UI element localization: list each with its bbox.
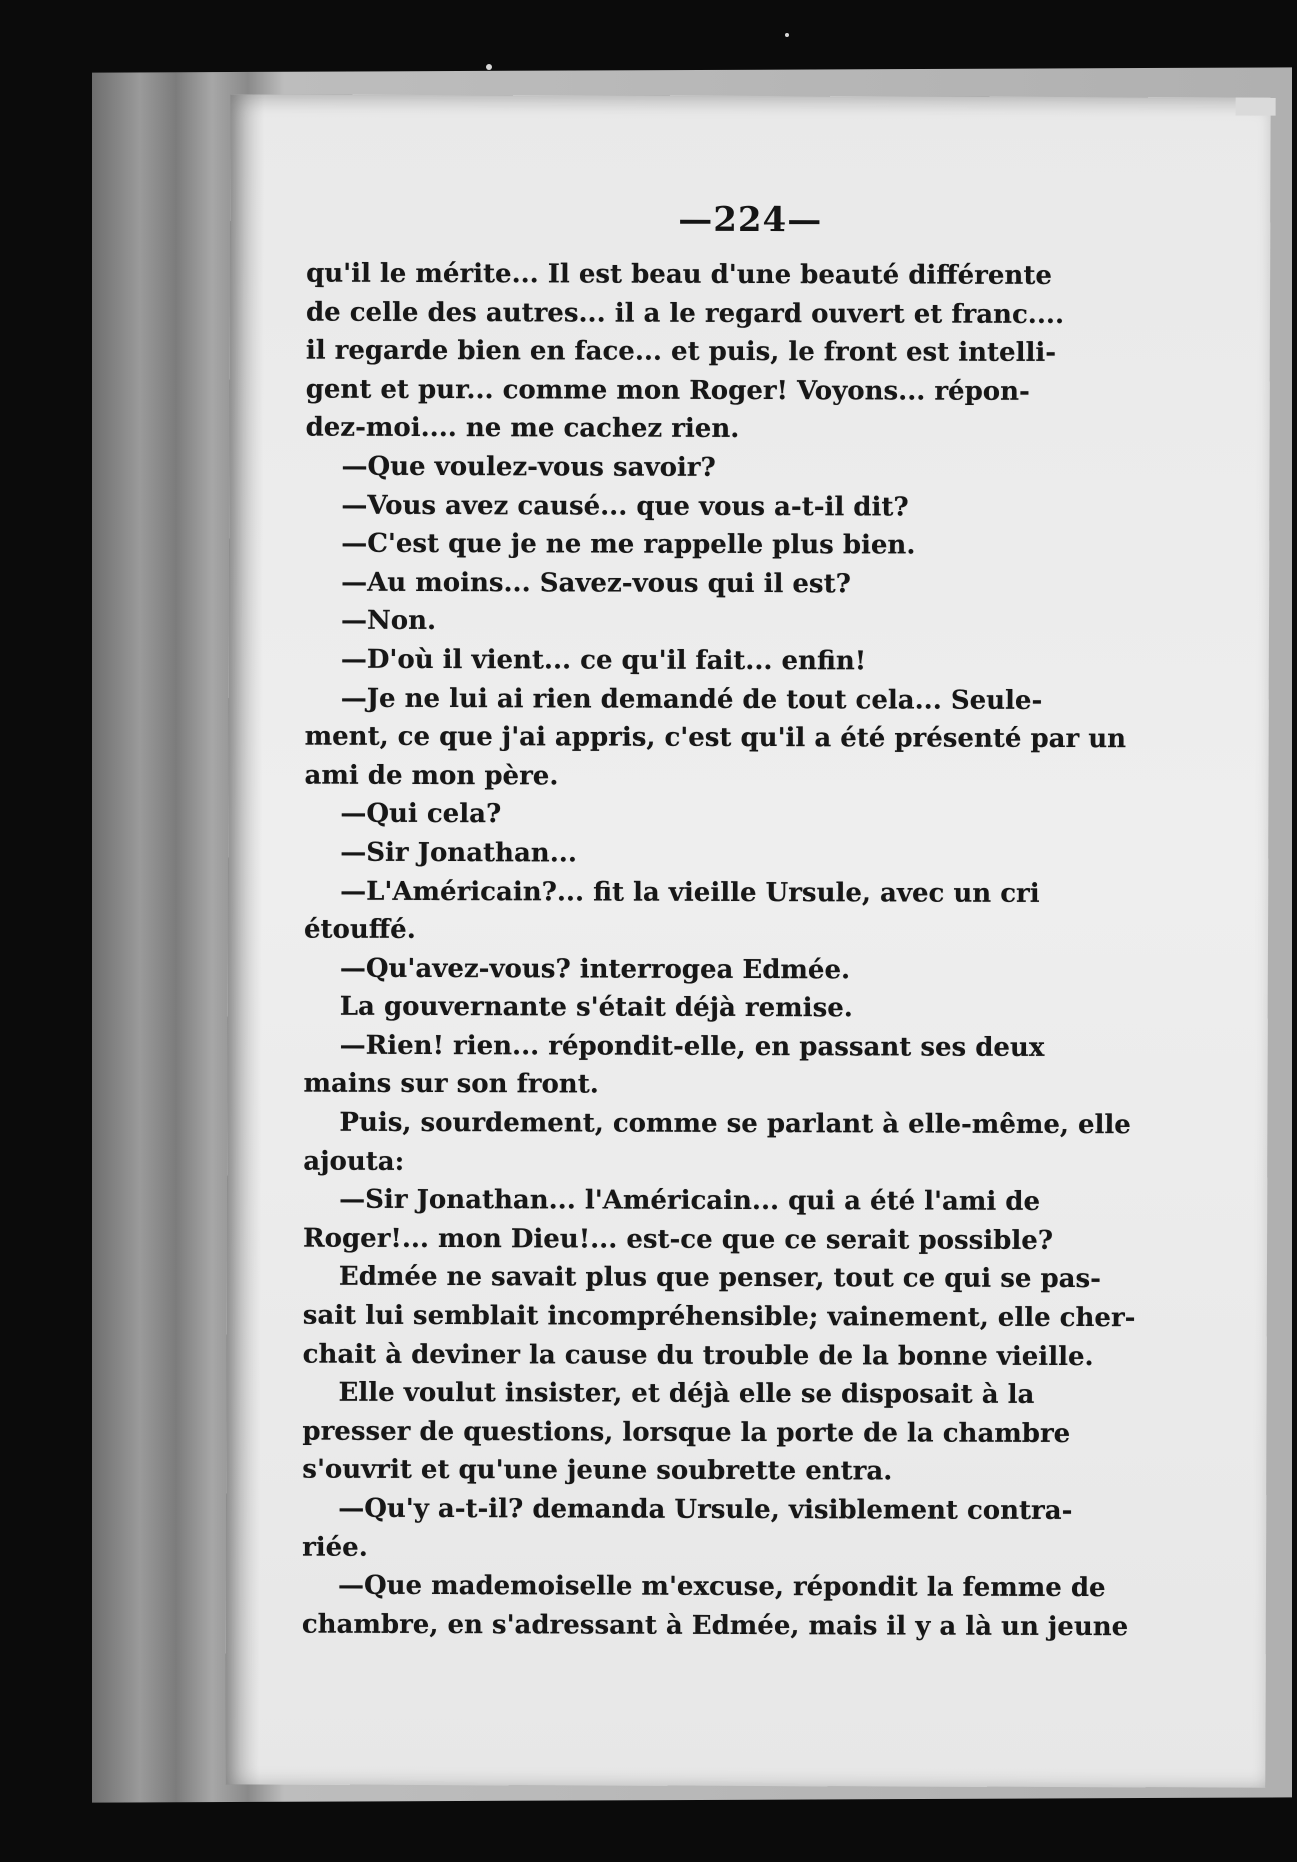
- text-line: —Non.: [340, 606, 437, 637]
- text-line: —Que mademoiselle m'excuse, répondit la femme de: [337, 1570, 1106, 1604]
- text-line: Roger!... mon Dieu!... est-ce que ce serait possible?: [303, 1223, 1054, 1256]
- text-line: La gouvernante s'était déjà remise.: [339, 991, 853, 1024]
- text-line: Elle voulut insister, et déjà elle se disposait à la: [338, 1377, 1035, 1411]
- text-line: ajouta:: [303, 1146, 405, 1177]
- text-line: riée.: [302, 1532, 368, 1563]
- text-line: —Au moins... Savez-vous qui il est?: [341, 567, 851, 600]
- page-number: —224—: [678, 199, 823, 241]
- text-line: dez-moi.... ne me cachez rien.: [305, 412, 740, 445]
- text-line: presser de questions, lorsque la porte de la chambre: [302, 1416, 1071, 1449]
- text-line: de celle des autres... il a le regard ouvert et franc....: [305, 297, 1065, 330]
- text-line: ami de mon père.: [304, 760, 559, 792]
- body-text: [302, 255, 1191, 1647]
- text-line: Puis, sourdement, comme se parlant à elle-même, elle: [339, 1107, 1131, 1141]
- text-line: —Rien! rien... répondit-elle, en passant ses deux: [339, 1030, 1045, 1063]
- text-line: sait lui semblait incompréhensible; vainement, elle cher-: [302, 1300, 1136, 1334]
- text-line: étouffé.: [303, 914, 416, 946]
- text-line: —L'Américain?... fit la vieille Ursule, avec un cri: [340, 876, 1040, 909]
- text-line: —Sir Jonathan... l'Américain... qui a été l'ami de: [339, 1184, 1041, 1218]
- printed-page: [225, 94, 1270, 1787]
- text-line: mains sur son front.: [303, 1069, 599, 1101]
- text-line: —Qu'y a-t-il? demanda Ursule, visiblement contra-: [338, 1493, 1073, 1527]
- dust-speck: [785, 33, 789, 37]
- text-line: —Vous avez causé... que vous a-t-il dit?: [341, 490, 909, 523]
- text-line: chambre, en s'adressant à Edmée, mais il y a là un jeune: [301, 1609, 1129, 1642]
- text-line: il regarde bien en face... et puis, le front est intelli-: [305, 335, 1057, 369]
- text-line: chait à deviner la cause du trouble de la bonne vieille.: [302, 1339, 1094, 1372]
- text-line: ment, ce que j'ai appris, c'est qu'il a été présenté par un: [304, 721, 1127, 755]
- text-line: —C'est que je ne me rappelle plus bien.: [341, 528, 916, 561]
- text-line: Edmée ne savait plus que penser, tout ce qui se pas-: [338, 1262, 1101, 1295]
- text-line: —Sir Jonathan...: [340, 837, 577, 869]
- text-line: s'ouvrit et qu'une jeune soubrette entra.: [302, 1455, 893, 1487]
- text-line: —Qu'avez-vous? interrogea Edmée.: [339, 953, 851, 986]
- text-line: —Que voulez-vous savoir?: [341, 451, 716, 483]
- text-line: —Je ne lui ai rien demandé de tout cela... Seule-: [340, 683, 1043, 716]
- text-line: gent et pur... comme mon Roger! Voyons... répon-: [305, 374, 1030, 407]
- text-line: qu'il le mérite... Il est beau d'une beauté différente: [306, 258, 1052, 291]
- text-line: —Qui cela?: [340, 799, 502, 830]
- dust-speck: [486, 64, 492, 70]
- text-line: —D'où il vient... ce qu'il fait... enfin!: [340, 644, 867, 677]
- gutter-shadow: [225, 94, 264, 1784]
- page-corner-tab: [1236, 98, 1276, 116]
